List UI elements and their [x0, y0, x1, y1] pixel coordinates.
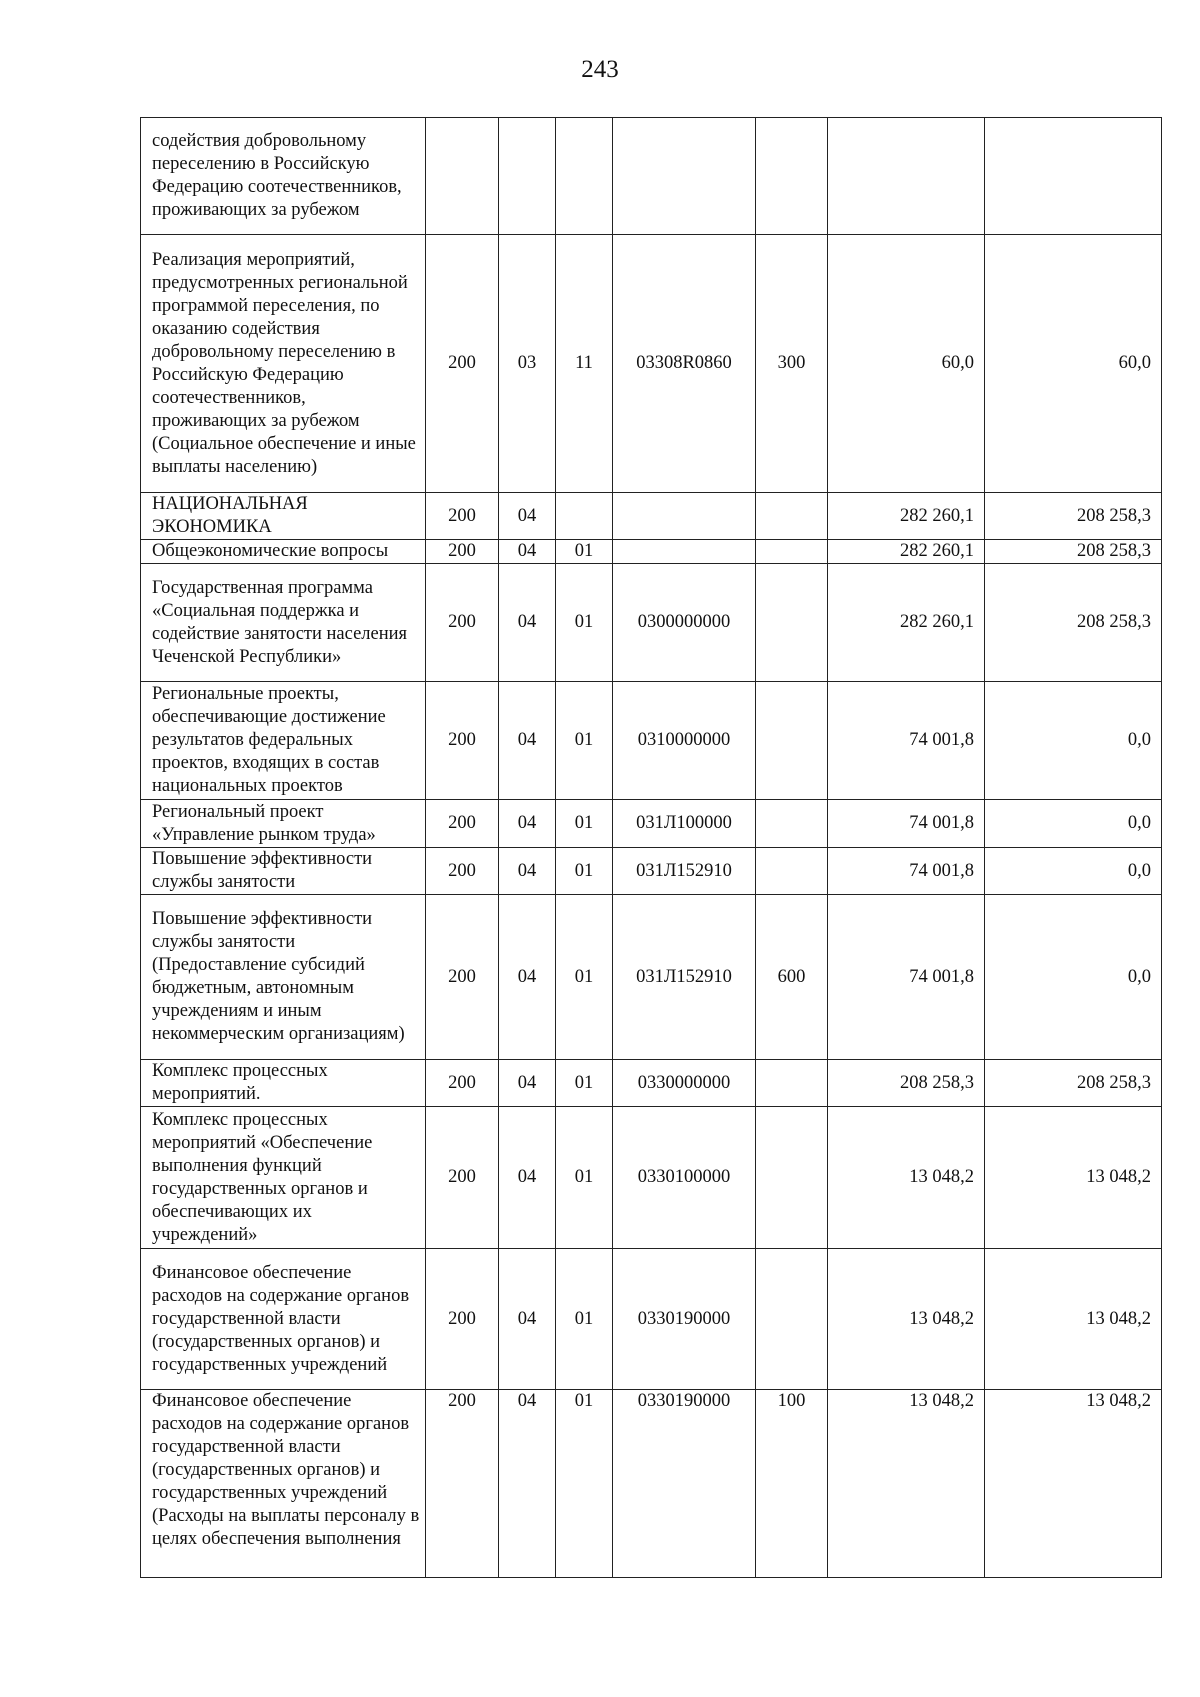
- target-article-cell: 031Л100000: [613, 800, 756, 848]
- section-code-cell: 04: [499, 682, 556, 800]
- ministry-code-cell: 200: [426, 564, 499, 682]
- subsection-code-cell: 01: [556, 1060, 613, 1107]
- row-name-cell: НАЦИОНАЛЬНАЯ ЭКОНОМИКА: [141, 493, 426, 540]
- expense-type-cell: [756, 848, 828, 895]
- table-row: [141, 1060, 1162, 1107]
- ministry-code-cell: 200: [426, 682, 499, 800]
- amount-year2-cell: 0,0: [985, 848, 1162, 895]
- target-article-cell: [613, 540, 756, 564]
- target-article-cell: 0310000000: [613, 682, 756, 800]
- section-code-cell: 04: [499, 1249, 556, 1390]
- row-name-cell: Комплекс процессных мероприятий.: [141, 1060, 426, 1107]
- target-article-cell: [613, 493, 756, 540]
- row-name-cell: содействия добровольному переселению в Российскую Федерацию соотечественников, проживающих за рубежом: [141, 118, 426, 235]
- ministry-code-cell: 200: [426, 895, 499, 1060]
- table-row: [141, 493, 1162, 540]
- expense-type-cell: [756, 493, 828, 540]
- amount-year1-cell: 282 260,1: [828, 540, 985, 564]
- section-code-cell: 04: [499, 848, 556, 895]
- table-row: [141, 235, 1162, 493]
- subsection-code-cell: 01: [556, 682, 613, 800]
- expense-type-cell: [756, 118, 828, 235]
- ministry-code-cell: 200: [426, 1060, 499, 1107]
- expense-type-cell: [756, 540, 828, 564]
- table-row: [141, 1107, 1162, 1249]
- table-row: [141, 800, 1162, 848]
- ministry-code-cell: 200: [426, 848, 499, 895]
- amount-year1-cell: 74 001,8: [828, 800, 985, 848]
- subsection-code-cell: 01: [556, 564, 613, 682]
- table-row: [141, 564, 1162, 682]
- amount-year1-cell: 13 048,2: [828, 1107, 985, 1249]
- table-row: [141, 848, 1162, 895]
- subsection-code-cell: 01: [556, 1249, 613, 1390]
- amount-year2-cell: 208 258,3: [985, 564, 1162, 682]
- ministry-code-cell: [426, 118, 499, 235]
- amount-year2-cell: 13 048,2: [985, 1249, 1162, 1390]
- row-name-cell: Финансовое обеспечение расходов на содержание органов государственной власти (государственных органов) и государственных учреждений (Расходы на выплаты персоналу в целях обеспечения выполнения: [141, 1390, 426, 1578]
- target-article-cell: 03308R0860: [613, 235, 756, 493]
- section-code-cell: 03: [499, 235, 556, 493]
- ministry-code-cell: 200: [426, 493, 499, 540]
- target-article-cell: 0330190000: [613, 1249, 756, 1390]
- section-code-cell: [499, 118, 556, 235]
- subsection-code-cell: 01: [556, 800, 613, 848]
- amount-year1-cell: 13 048,2: [828, 1249, 985, 1390]
- table-row: [141, 118, 1162, 235]
- row-name-cell: Региональный проект «Управление рынком труда»: [141, 800, 426, 848]
- subsection-code-cell: 01: [556, 848, 613, 895]
- table-row: [141, 895, 1162, 1060]
- table-row: [141, 682, 1162, 800]
- budget-table: [140, 117, 1162, 1578]
- row-name-cell: Реализация мероприятий, предусмотренных региональной программой переселения, по оказанию содействия добровольному переселению в Российскую Федерацию соотечественников, проживающих за рубежом (Социальное обеспечение и иные выплаты населению): [141, 235, 426, 493]
- table-row: [141, 1249, 1162, 1390]
- row-name-cell: Комплекс процессных мероприятий «Обеспечение выполнения функций государственных органов и обеспечивающих их учреждений»: [141, 1107, 426, 1249]
- ministry-code-cell: 200: [426, 1107, 499, 1249]
- expense-type-cell: 100: [756, 1390, 828, 1578]
- row-name-cell: Повышение эффективности службы занятости (Предоставление субсидий бюджетным, автономным учреждениям и иным некоммерческим организациям): [141, 895, 426, 1060]
- amount-year2-cell: 13 048,2: [985, 1390, 1162, 1578]
- target-article-cell: 0330000000: [613, 1060, 756, 1107]
- expense-type-cell: [756, 800, 828, 848]
- subsection-code-cell: 01: [556, 1107, 613, 1249]
- target-article-cell: 0330190000: [613, 1390, 756, 1578]
- subsection-code-cell: [556, 118, 613, 235]
- amount-year2-cell: 208 258,3: [985, 493, 1162, 540]
- subsection-code-cell: 11: [556, 235, 613, 493]
- section-code-cell: 04: [499, 1107, 556, 1249]
- amount-year2-cell: [985, 118, 1162, 235]
- section-code-cell: 04: [499, 1390, 556, 1578]
- expense-type-cell: 300: [756, 235, 828, 493]
- amount-year1-cell: 74 001,8: [828, 682, 985, 800]
- ministry-code-cell: 200: [426, 1390, 499, 1578]
- subsection-code-cell: 01: [556, 540, 613, 564]
- expense-type-cell: [756, 564, 828, 682]
- amount-year2-cell: 208 258,3: [985, 1060, 1162, 1107]
- section-code-cell: 04: [499, 1060, 556, 1107]
- section-code-cell: 04: [499, 800, 556, 848]
- amount-year2-cell: 208 258,3: [985, 540, 1162, 564]
- page-number: 243: [581, 56, 619, 83]
- amount-year1-cell: 74 001,8: [828, 895, 985, 1060]
- amount-year2-cell: 0,0: [985, 895, 1162, 1060]
- amount-year1-cell: 282 260,1: [828, 493, 985, 540]
- amount-year1-cell: 282 260,1: [828, 564, 985, 682]
- expense-type-cell: [756, 682, 828, 800]
- target-article-cell: 0330100000: [613, 1107, 756, 1249]
- amount-year1-cell: 13 048,2: [828, 1390, 985, 1578]
- amount-year2-cell: 13 048,2: [985, 1107, 1162, 1249]
- target-article-cell: 031Л152910: [613, 895, 756, 1060]
- expense-type-cell: [756, 1107, 828, 1249]
- subsection-code-cell: [556, 493, 613, 540]
- ministry-code-cell: 200: [426, 235, 499, 493]
- section-code-cell: 04: [499, 493, 556, 540]
- table-row: [141, 1390, 1162, 1578]
- ministry-code-cell: 200: [426, 1249, 499, 1390]
- expense-type-cell: [756, 1249, 828, 1390]
- target-article-cell: [613, 118, 756, 235]
- amount-year1-cell: 60,0: [828, 235, 985, 493]
- target-article-cell: 031Л152910: [613, 848, 756, 895]
- section-code-cell: 04: [499, 540, 556, 564]
- row-name-cell: Финансовое обеспечение расходов на содержание органов государственной власти (государственных органов) и государственных учреждений: [141, 1249, 426, 1390]
- ministry-code-cell: 200: [426, 540, 499, 564]
- expense-type-cell: 600: [756, 895, 828, 1060]
- amount-year2-cell: 0,0: [985, 800, 1162, 848]
- amount-year2-cell: 60,0: [985, 235, 1162, 493]
- subsection-code-cell: 01: [556, 1390, 613, 1578]
- row-name-cell: Повышение эффективности службы занятости: [141, 848, 426, 895]
- amount-year1-cell: [828, 118, 985, 235]
- amount-year1-cell: 208 258,3: [828, 1060, 985, 1107]
- row-name-cell: Государственная программа «Социальная поддержка и содействие занятости населения Чеченской Республики»: [141, 564, 426, 682]
- expense-type-cell: [756, 1060, 828, 1107]
- amount-year1-cell: 74 001,8: [828, 848, 985, 895]
- ministry-code-cell: 200: [426, 800, 499, 848]
- subsection-code-cell: 01: [556, 895, 613, 1060]
- row-name-cell: Региональные проекты, обеспечивающие достижение результатов федеральных проектов, входящих в состав национальных проектов: [141, 682, 426, 800]
- amount-year2-cell: 0,0: [985, 682, 1162, 800]
- row-name-cell: Общеэкономические вопросы: [141, 540, 426, 564]
- section-code-cell: 04: [499, 895, 556, 1060]
- section-code-cell: 04: [499, 564, 556, 682]
- table-row: [141, 540, 1162, 564]
- target-article-cell: 0300000000: [613, 564, 756, 682]
